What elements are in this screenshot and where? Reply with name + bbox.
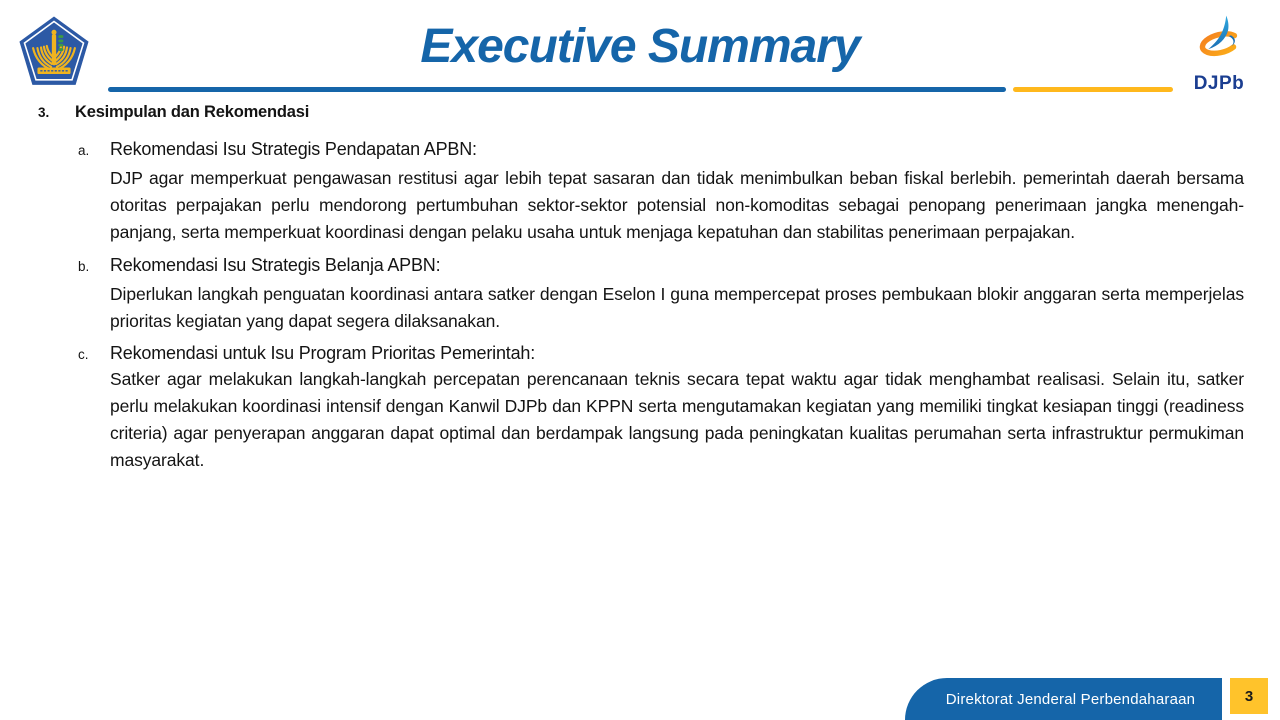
footer-ribbon bbox=[905, 678, 1222, 720]
list-item-a bbox=[38, 139, 1244, 246]
item-a-heading: Rekomendasi Isu Strategis Pendapatan APBN: bbox=[110, 139, 477, 159]
section-heading: Kesimpulan dan Rekomendasi bbox=[75, 103, 310, 121]
item-a-marker: a. bbox=[78, 143, 90, 158]
item-b-paragraph: Diperlukan langkah penguatan koordinasi antara satker dengan Eselon I guna mempercepat proses pembukaan blokir anggaran serta memperjelas prioritas kegiatan yang dapat segera dilaksanakan. bbox=[110, 284, 1244, 331]
item-b-marker: b. bbox=[78, 259, 90, 274]
slide-body bbox=[38, 103, 1244, 474]
title-underline-gold bbox=[1013, 87, 1173, 92]
djpb-logo-label: DJPb bbox=[1193, 73, 1245, 94]
djpb-logo bbox=[1182, 12, 1256, 100]
section-heading-row bbox=[38, 103, 1244, 122]
item-b-heading-row bbox=[38, 255, 1244, 276]
item-c-heading: Rekomendasi untuk Isu Program Prioritas Pemerintah: bbox=[110, 343, 535, 363]
list-item-c bbox=[38, 343, 1244, 474]
item-a-heading-row bbox=[38, 139, 1244, 160]
item-c-marker: c. bbox=[78, 347, 89, 362]
item-a-paragraph: DJP agar memperkuat pengawasan restitusi agar lebih tepat sasaran dan tidak menimbulkan beban fiskal berlebih. pemerintah daerah bersama otoritas perpajakan perlu mendorong pertumbuhan sektor-sektor potensial non-komoditas sebagai penopang penerimaan jangka menengah-panjang, serta memperkuat koordinasi dengan pelaku usaha untuk menjaga kepatuhan dan stabilitas penerimaan perpajakan. bbox=[110, 168, 1244, 242]
page-title: Executive Summary bbox=[420, 20, 860, 73]
footer-text: Direktorat Jenderal Perbendaharaan bbox=[945, 690, 1196, 708]
section-number: 3. bbox=[38, 105, 50, 120]
item-c-paragraph: Satker agar melakukan langkah-langkah percepatan perencanaan teknis secara tepat waktu agar tidak menghambat realisasi. Selain itu, satker perlu melakukan koordinasi intensif dengan Kanwil DJPb dan KPPN serta mengutamakan kegiatan yang memiliki tingkat kesiapan tinggi (readiness criteria) agar penyerapan anggaran dapat optimal dan berdampak langsung pada peningkatan kualitas perumahan serta infrastruktur permukiman masyarakat. bbox=[110, 369, 1244, 470]
list-item-b bbox=[38, 255, 1244, 335]
item-c-heading-row bbox=[38, 343, 1244, 364]
item-b-heading: Rekomendasi Isu Strategis Belanja APBN: bbox=[110, 255, 441, 275]
page-number: 3 bbox=[1244, 687, 1254, 705]
title-underline-blue bbox=[108, 87, 1006, 92]
page-number-badge bbox=[1230, 678, 1268, 714]
djpb-swirl-icon bbox=[1187, 12, 1251, 72]
